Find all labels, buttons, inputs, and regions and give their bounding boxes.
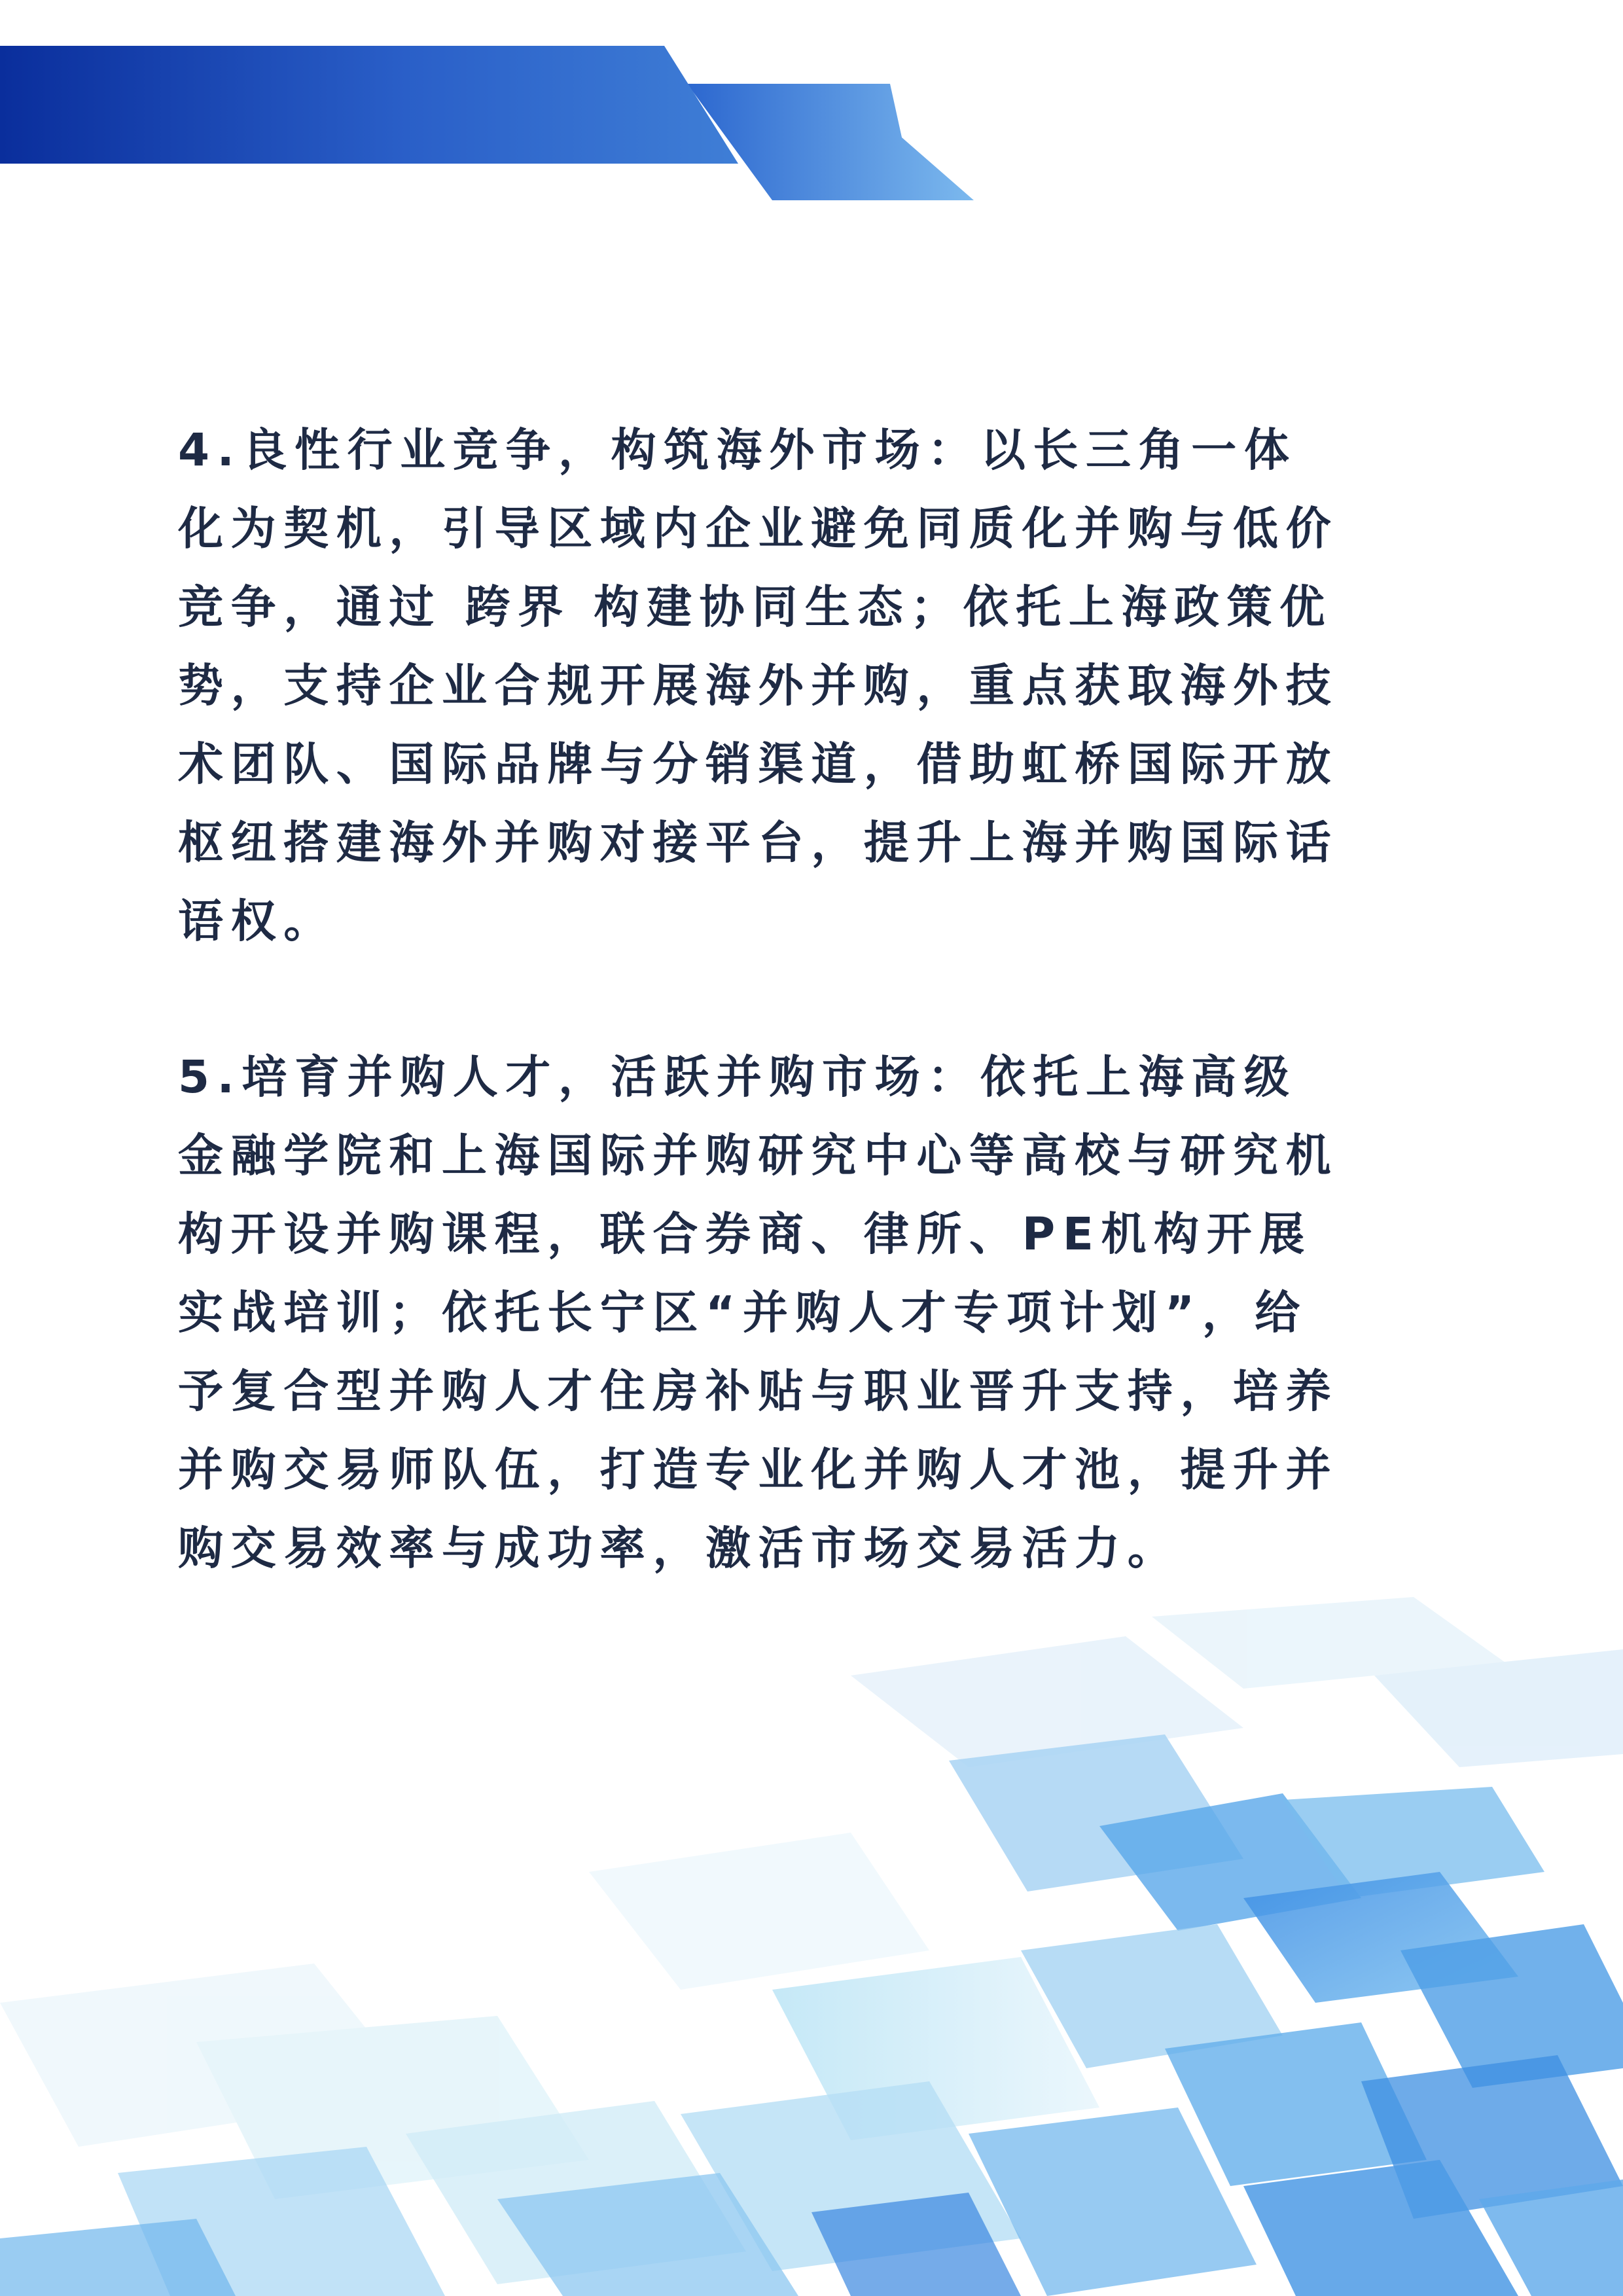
text-line: 实战培训；依托长宁区“并购人才专项计划”，给 [178,1287,1308,1339]
text-line: 势，支持企业合规开展海外并购，重点获取海外技 [178,660,1339,712]
header-shape-dark [0,46,738,164]
text-line: 竞争，通过 跨界 构建协同生态；依托上海政策优 [178,581,1332,634]
text-line: 枢纽搭建海外并购对接平台，提升上海并购国际话 [178,817,1339,869]
text-line: 购交易效率与成功率，激活市场交易活力。 [178,1522,1181,1575]
text-line: 金融学院和上海国际并购研究中心等高校与研究机 [178,1130,1339,1182]
text-line: 术团队、国际品牌与分销渠道，借助虹桥国际开放 [178,738,1339,791]
header-banner-graphic [0,0,1623,216]
text-line: 4.良性行业竞争，构筑海外市场：以长三角一体 [178,424,1297,476]
text-line: 化为契机，引导区域内企业避免同质化并购与低价 [178,503,1339,555]
footer-geometric-graphic [0,1584,1623,2296]
paragraph-para-4 [178,411,1448,961]
tile [589,1833,929,1990]
text-line: 5.培育并购人才，活跃并购市场：依托上海高级 [178,1051,1297,1103]
text-line: 予复合型并购人才住房补贴与职业晋升支持，培养 [178,1365,1339,1418]
text-line: 语权。 [178,895,336,948]
text-line: 构开设并购课程，联合券商、律所、PE机构开展 [178,1208,1312,1261]
header-shape-light [687,84,974,200]
document-body [178,411,1448,1588]
tile [851,1636,1243,1767]
text-line: 并购交易师队伍，打造专业化并购人才池，提升并 [178,1444,1339,1496]
tile [0,2219,236,2296]
paragraph-para-5 [178,1038,1448,1588]
